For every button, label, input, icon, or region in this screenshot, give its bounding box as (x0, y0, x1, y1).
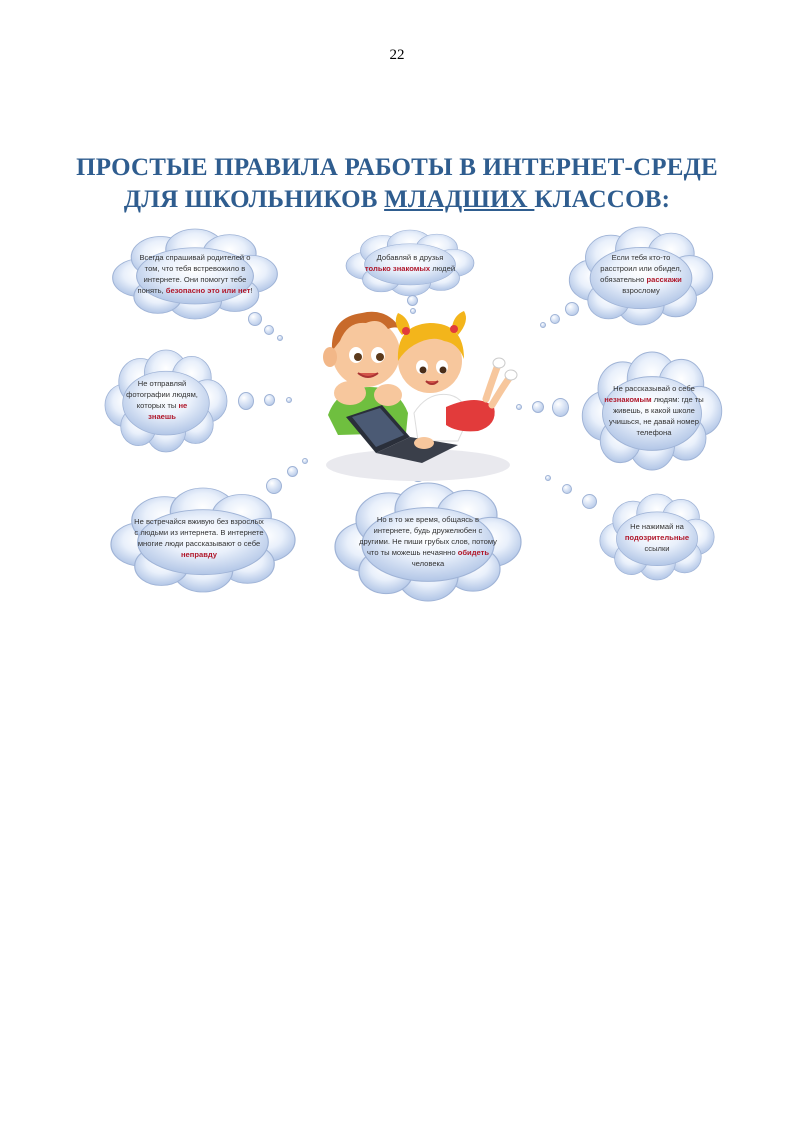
title-line-1: ПРОСТЫЕ ПРАВИЛА РАБОТЫ В ИНТЕРНЕТ-СРЕДЕ (76, 154, 718, 181)
cloud-highlight: не знаешь (148, 401, 188, 421)
children-with-laptop-icon (318, 295, 518, 490)
cloud-text (125, 366, 199, 434)
cloud-text-part: Всегда спрашивай родителей о том, что тебя встревожило в интернете. Они помогут тебе понять, (137, 253, 251, 295)
title-line-2-start: ДЛЯ ШКОЛЬНИКОВ (123, 186, 385, 213)
thought-bubble (552, 398, 569, 417)
title-underlined-word: МЛАДШИХ (384, 186, 535, 213)
title-line-2-end: КЛАССОВ: (534, 186, 671, 213)
cloud-be-friendly (332, 483, 524, 601)
thought-bubble (540, 322, 546, 328)
cloud-highlight: обидеть (457, 547, 490, 557)
cloud-text-part: человека (411, 558, 445, 568)
cloud-add-friends (344, 230, 476, 296)
cloud-highlight: только знакомых (364, 264, 431, 273)
cloud-text (358, 501, 498, 581)
thought-bubble (550, 314, 560, 324)
cloud-personal-info (580, 352, 724, 470)
thought-bubble (277, 335, 283, 341)
cloud-text-part: Если тебя кто-то расстроил или обидел, обязательно (600, 253, 682, 284)
thought-bubble (565, 302, 579, 316)
cloud-text-part: Не встречайся вживую без взрослых с людьми из интернета. В интернете многие люди рассказывают о себе (134, 517, 264, 548)
cloud-highlight: подозрительные (624, 532, 690, 542)
cloud-ask-parents (110, 229, 280, 319)
cloud-highlight: незнакомым (604, 394, 652, 404)
thought-bubble (562, 484, 572, 494)
thought-bubble (545, 475, 551, 481)
thought-bubble (264, 394, 275, 406)
page-title (60, 152, 734, 216)
thought-bubble (286, 397, 292, 403)
cloud-text-part: Не рассказывай о себе (613, 383, 695, 393)
cloud-text (364, 238, 456, 288)
cloud-text-part: Но в то же время, общаясь в интернете, будь дружелюбен с другими. Не пиши грубых слов, потому что ты можешь нечаянно (359, 514, 497, 557)
cloud-text-part: Не нажимай на (630, 521, 684, 531)
cloud-text (132, 239, 258, 309)
thought-bubble (264, 325, 274, 335)
cloud-text-part: людям: где ты живешь, в какой школе учишься, не давай номер телефона (609, 394, 704, 437)
cloud-text-part: Добавляй в друзья (376, 253, 444, 262)
thought-bubble (248, 312, 262, 326)
children-laptop-illustration (318, 295, 518, 490)
thought-bubble (266, 478, 282, 494)
cloud-text-part: людей (430, 264, 456, 273)
thought-bubble (238, 392, 254, 410)
cloud-text (602, 366, 706, 454)
cloud-tell-adult (567, 227, 715, 325)
cloud-text (614, 508, 700, 566)
cloud-no-meetings (108, 488, 298, 592)
thought-bubble (302, 458, 308, 464)
cloud-photos (103, 350, 229, 452)
cloud-text (595, 241, 687, 307)
cloud-suspicious-links (598, 494, 716, 580)
cloud-text-part: Не отправляй фотографии людям, которых ты (126, 379, 198, 410)
cloud-highlight: безопасно это или нет (165, 286, 251, 295)
cloud-text-part: взрослому (622, 286, 660, 295)
page-number: 22 (389, 47, 405, 63)
thought-bubble (582, 494, 597, 509)
thought-bubble (287, 466, 298, 477)
cloud-highlight: неправду (180, 550, 218, 559)
thought-bubble (532, 401, 544, 413)
cloud-text-part: ссылки (644, 543, 670, 553)
cloud-text (134, 502, 264, 574)
cloud-text-part: ! (250, 286, 253, 295)
title-line-2 (60, 184, 734, 216)
cloud-highlight: расскажи (646, 275, 682, 284)
